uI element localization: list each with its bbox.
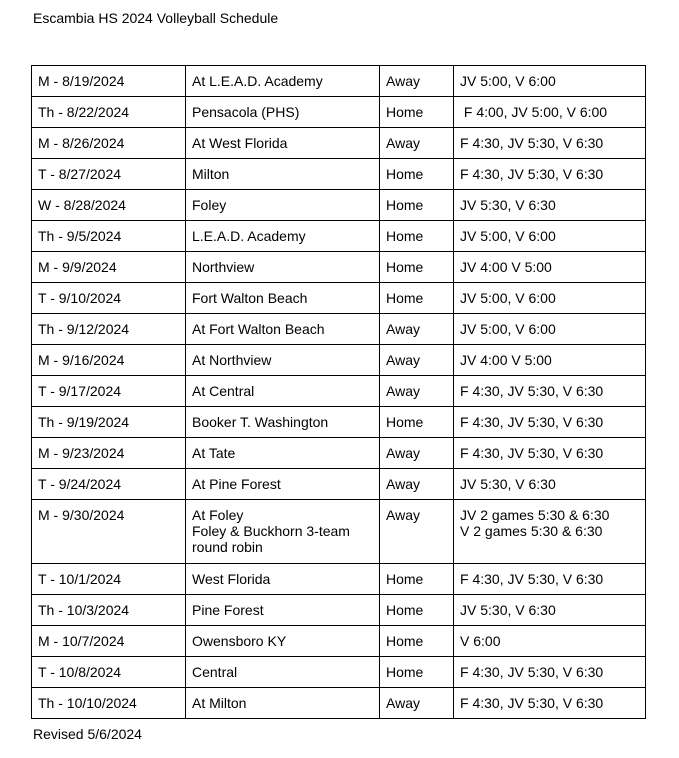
cell-location: Home [380,283,454,314]
opponent-line: At Tate [192,445,236,461]
time-line: JV 5:00, V 6:00 [460,290,556,306]
table-row [32,626,646,657]
cell-location: Away [380,688,454,719]
table-row [32,252,646,283]
cell-location: Home [380,657,454,688]
opponent-line: At Fort Walton Beach [192,321,325,337]
cell-date: T - 9/17/2024 [32,376,186,407]
time-line: F 4:30, JV 5:30, V 6:30 [460,414,604,430]
cell-date: Th - 9/5/2024 [32,221,186,252]
table-row [32,283,646,314]
table-row [32,314,646,345]
time-line: V 2 games 5:30 & 6:30 [460,523,603,539]
opponent-line: West Florida [192,571,271,587]
opponent-line: Owensboro KY [192,633,287,649]
opponent-line: At Milton [192,695,247,711]
cell-location: Home [380,252,454,283]
cell-location: Home [380,626,454,657]
cell-location: Away [380,376,454,407]
cell-location: Home [380,97,454,128]
cell-location: Away [380,469,454,500]
opponent-line: At L.E.A.D. Academy [192,73,323,89]
cell-location: Home [380,595,454,626]
cell-opponent [186,345,380,376]
cell-location: Away [380,66,454,97]
cell-times [454,688,646,719]
cell-opponent [186,283,380,314]
cell-date: T - 8/27/2024 [32,159,186,190]
opponent-line: round robin [192,539,263,555]
time-line: F 4:30, JV 5:30, V 6:30 [460,383,604,399]
cell-location: Away [380,500,454,564]
cell-times [454,564,646,595]
cell-date: M - 9/9/2024 [32,252,186,283]
cell-date: M - 10/7/2024 [32,626,186,657]
time-line: JV 4:00 V 5:00 [460,352,552,368]
cell-date: M - 8/26/2024 [32,128,186,159]
cell-opponent [186,221,380,252]
time-line: F 4:30, JV 5:30, V 6:30 [460,571,604,587]
cell-date: M - 9/30/2024 [32,500,186,564]
table-row [32,376,646,407]
cell-date: T - 9/10/2024 [32,283,186,314]
time-line: JV 5:30, V 6:30 [460,476,556,492]
time-line: V 6:00 [460,633,501,649]
cell-times [454,469,646,500]
cell-times [454,190,646,221]
cell-opponent [186,438,380,469]
cell-date: M - 9/16/2024 [32,345,186,376]
cell-date: T - 10/8/2024 [32,657,186,688]
cell-location: Home [380,221,454,252]
cell-times [454,438,646,469]
cell-times [454,97,646,128]
table-row [32,595,646,626]
table-row [32,221,646,252]
time-line: F 4:30, JV 5:30, V 6:30 [460,664,604,680]
cell-location: Home [380,159,454,190]
opponent-line: Pensacola (PHS) [192,104,300,120]
cell-date: Th - 8/22/2024 [32,97,186,128]
cell-opponent [186,688,380,719]
revision-note: Revised 5/6/2024 [33,726,142,742]
cell-date: Th - 9/19/2024 [32,407,186,438]
opponent-line: Milton [192,166,230,182]
cell-times [454,500,646,564]
opponent-line: Central [192,664,238,680]
table-row [32,407,646,438]
table-row [32,500,646,564]
cell-times [454,407,646,438]
time-line: F 4:30, JV 5:30, V 6:30 [460,135,604,151]
opponent-line: At Central [192,383,255,399]
cell-location: Away [380,128,454,159]
time-line: JV 2 games 5:30 & 6:30 [460,507,610,523]
document-title: Escambia HS 2024 Volleyball Schedule [33,10,279,26]
cell-times [454,595,646,626]
schedule-table [31,65,646,719]
cell-opponent [186,407,380,438]
cell-date: M - 9/23/2024 [32,438,186,469]
cell-opponent [186,97,380,128]
table-row [32,438,646,469]
time-line: JV 5:30, V 6:30 [460,197,556,213]
cell-date: T - 9/24/2024 [32,469,186,500]
time-line: F 4:30, JV 5:30, V 6:30 [460,445,604,461]
cell-location: Away [380,438,454,469]
table-row [32,159,646,190]
cell-times [454,283,646,314]
cell-times [454,345,646,376]
table-row [32,657,646,688]
table-row [32,345,646,376]
cell-date: T - 10/1/2024 [32,564,186,595]
cell-date: M - 8/19/2024 [32,66,186,97]
time-line: JV 5:00, V 6:00 [460,73,556,89]
cell-location: Home [380,407,454,438]
time-line: F 4:30, JV 5:30, V 6:30 [460,695,604,711]
cell-opponent [186,128,380,159]
time-line: JV 5:00, V 6:00 [460,228,556,244]
cell-times [454,66,646,97]
cell-opponent [186,66,380,97]
opponent-line: At Pine Forest [192,476,281,492]
opponent-line: Fort Walton Beach [192,290,308,306]
cell-location: Home [380,564,454,595]
cell-opponent [186,190,380,221]
cell-times [454,626,646,657]
time-line: F 4:00, JV 5:00, V 6:00 [460,104,608,120]
opponent-line: Booker T. Washington [192,414,329,430]
cell-opponent [186,657,380,688]
opponent-line: Foley [192,197,227,213]
cell-location: Away [380,345,454,376]
time-line: JV 5:30, V 6:30 [460,602,556,618]
time-line: JV 4:00 V 5:00 [460,259,552,275]
table-row [32,688,646,719]
cell-date: Th - 9/12/2024 [32,314,186,345]
cell-opponent [186,564,380,595]
table-row [32,469,646,500]
cell-opponent [186,500,380,564]
cell-date: Th - 10/3/2024 [32,595,186,626]
opponent-line: Pine Forest [192,602,264,618]
cell-times [454,128,646,159]
cell-times [454,252,646,283]
cell-opponent [186,626,380,657]
table-row [32,66,646,97]
cell-location: Home [380,190,454,221]
cell-date: W - 8/28/2024 [32,190,186,221]
cell-times [454,159,646,190]
cell-opponent [186,159,380,190]
cell-opponent [186,252,380,283]
table-row [32,97,646,128]
opponent-line: At Foley [192,507,244,523]
table-row [32,564,646,595]
opponent-line: Foley & Buckhorn 3-team [192,523,350,539]
cell-times [454,221,646,252]
table-row [32,190,646,221]
cell-date: Th - 10/10/2024 [32,688,186,719]
cell-opponent [186,469,380,500]
opponent-line: At West Florida [192,135,288,151]
cell-times [454,314,646,345]
cell-opponent [186,314,380,345]
time-line: F 4:30, JV 5:30, V 6:30 [460,166,604,182]
schedule-body [32,66,646,719]
cell-times [454,657,646,688]
opponent-line: L.E.A.D. Academy [192,228,306,244]
opponent-line: At Northview [192,352,272,368]
time-line: JV 5:00, V 6:00 [460,321,556,337]
table-row [32,128,646,159]
cell-location: Away [380,314,454,345]
cell-opponent [186,595,380,626]
cell-times [454,376,646,407]
cell-opponent [186,376,380,407]
opponent-line: Northview [192,259,255,275]
